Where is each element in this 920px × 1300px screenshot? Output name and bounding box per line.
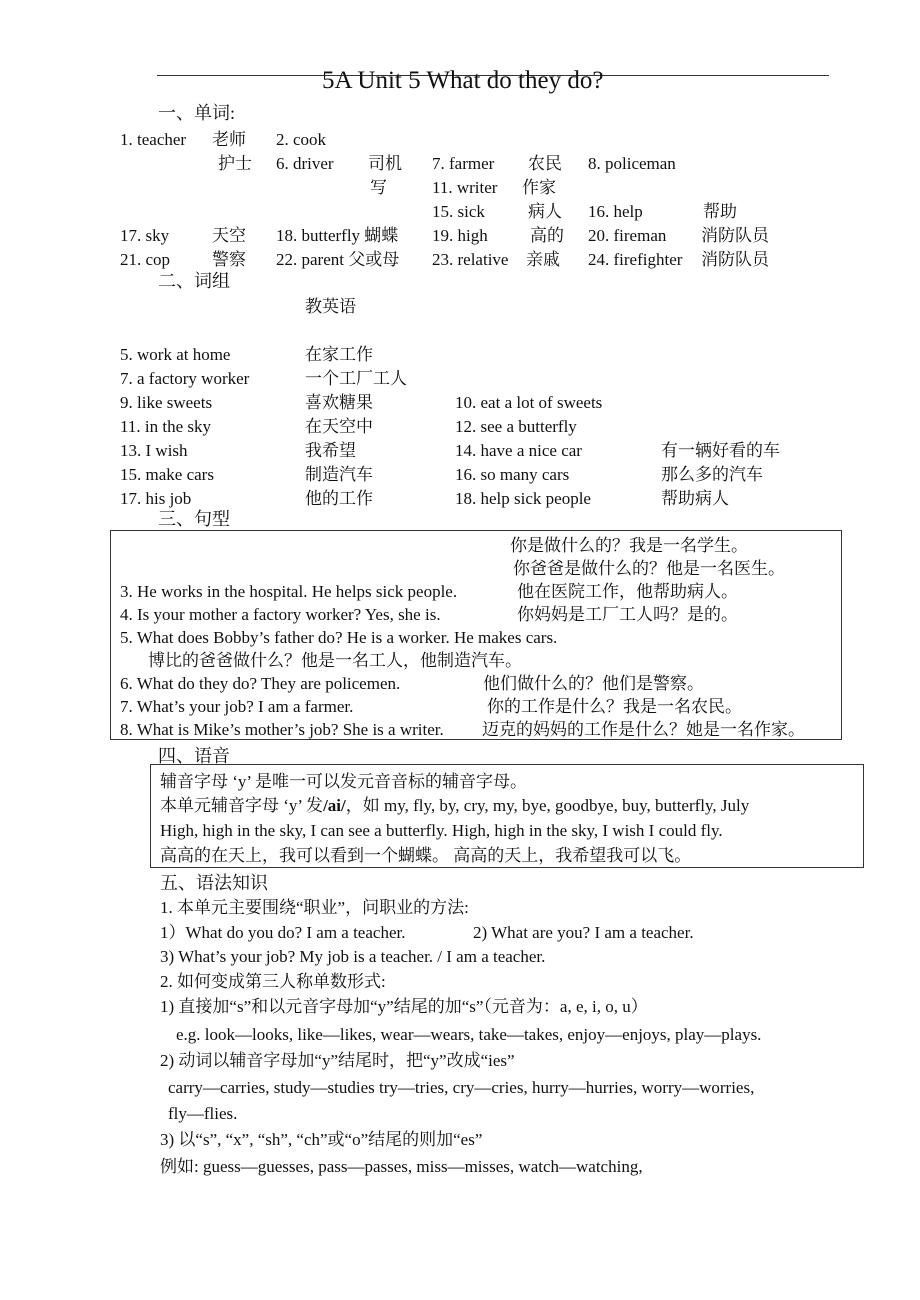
sentence-english: 4. Is your mother a factory worker? Yes, she is. bbox=[120, 605, 441, 624]
sentence-translation: 他在医院工作，他帮助病人。 bbox=[517, 582, 738, 601]
vocab-meaning: 病人 bbox=[528, 202, 562, 221]
grammar-rule: 2) 动词以辅音字母加“y”结尾时，把“y”改成“ies” bbox=[160, 1051, 515, 1070]
phrase-meaning: 在家工作 bbox=[305, 345, 373, 364]
sentence-english: 3. He works in the hospital. He helps sick people. bbox=[120, 582, 458, 601]
grammar-example: 1）What do you do? I am a teacher. bbox=[160, 923, 406, 942]
phrase-meaning: 有一辆好看的车 bbox=[661, 441, 780, 460]
sentence-english: 8. What is Mike’s mother’s job? She is a writer. bbox=[120, 720, 444, 739]
section-heading-phrases: 二、词组 bbox=[158, 271, 230, 291]
phrase-item: 12. see a butterfly bbox=[455, 417, 577, 436]
vocab-item: 21. cop bbox=[120, 250, 171, 269]
vocab-meaning: 农民 bbox=[528, 154, 562, 173]
vocab-item: 22. parent 父或母 bbox=[276, 250, 400, 269]
phrase-meaning: 帮助病人 bbox=[661, 489, 729, 508]
vocab-item: 15. sick bbox=[432, 202, 485, 221]
phrase-item: 15. make cars bbox=[120, 465, 214, 484]
phrase-item: 5. work at home bbox=[120, 345, 231, 364]
section-heading-grammar: 五、语法知识 bbox=[160, 873, 268, 893]
sentence-translation: 博比的爸爸做什么？他是一名工人，他制造汽车。 bbox=[148, 651, 522, 670]
sentence-translation: 迈克的妈妈的工作是什么？她是一名作家。 bbox=[482, 720, 805, 739]
vocab-meaning: 亲戚 bbox=[526, 250, 560, 269]
phrase-item: 18. help sick people bbox=[455, 489, 591, 508]
grammar-example: carry—carries, study—studies try—tries, cry—cries, hurry—hurries, worry—worries, bbox=[168, 1078, 755, 1097]
vocab-meaning: 消防队员 bbox=[701, 226, 769, 245]
phrase-meaning: 他的工作 bbox=[305, 489, 373, 508]
vocab-item: 18. butterfly 蝴蝶 bbox=[276, 226, 399, 245]
vocab-item: 8. policeman bbox=[588, 154, 676, 173]
vocab-item: 6. driver bbox=[276, 154, 334, 173]
vocab-item: 11. writer bbox=[432, 178, 498, 197]
vocab-item: 20. fireman bbox=[588, 226, 667, 245]
grammar-point: 2. 如何变成第三人称单数形式: bbox=[160, 972, 386, 991]
sentence-translation: 你爸爸是做什么的？他是一名医生。 bbox=[513, 559, 785, 578]
sentence-translation: 你妈妈是工厂工人吗？是的。 bbox=[517, 605, 738, 624]
vocab-meaning: 作家 bbox=[522, 178, 556, 197]
vocab-meaning: 帮助 bbox=[703, 202, 737, 221]
grammar-rule: 3) 以“s”, “x”, “sh”, “ch”或“o”结尾的则加“es” bbox=[160, 1130, 483, 1149]
phrase-item: 9. like sweets bbox=[120, 393, 213, 412]
vocab-item: 19. high bbox=[432, 226, 488, 245]
grammar-example: e.g. look—looks, like—likes, wear—wears, take—takes, enjoy—enjoys, play—plays. bbox=[176, 1025, 762, 1044]
phrase-meaning: 我希望 bbox=[305, 441, 356, 460]
vocab-meaning: 写 bbox=[370, 178, 387, 197]
phrase-meaning: 在天空中 bbox=[305, 417, 373, 436]
grammar-example: 2) What are you? I am a teacher. bbox=[473, 923, 694, 942]
grammar-example: fly—flies. bbox=[168, 1104, 238, 1123]
phonics-sound: /ai/ bbox=[323, 796, 346, 815]
phrase-meaning: 教英语 bbox=[305, 297, 356, 316]
grammar-point: 1. 本单元主要围绕“职业”，问职业的方法: bbox=[160, 898, 469, 917]
phrase-item: 13. I wish bbox=[120, 441, 188, 460]
section-heading-vocab: 一、单词: bbox=[158, 103, 236, 123]
sentence-translation: 你的工作是什么？我是一名农民。 bbox=[487, 697, 742, 716]
vocab-item: 2. cook bbox=[276, 130, 327, 149]
vocab-item: 23. relative bbox=[432, 250, 509, 269]
phrase-item: 14. have a nice car bbox=[455, 441, 582, 460]
grammar-example: 例如: guess—guesses, pass—passes, miss—misses, watch—watching, bbox=[160, 1157, 643, 1176]
phrase-meaning: 制造汽车 bbox=[305, 465, 373, 484]
vocab-meaning: 老师 bbox=[212, 130, 246, 149]
sentence-english: 7. What’s your job? I am a farmer. bbox=[120, 697, 354, 716]
phrase-meaning: 那么多的汽车 bbox=[661, 465, 763, 484]
sentence-translation: 他们做什么的？他们是警察。 bbox=[483, 674, 704, 693]
phrase-item: 7. a factory worker bbox=[120, 369, 250, 388]
phonics-line-examples: ，如 my, fly, by, cry, my, bye, goodbye, buy, butterfly, July bbox=[345, 796, 750, 815]
phonics-line: 辅音字母 ‘y’ 是唯一可以发元音音标的辅音字母。 bbox=[160, 772, 528, 791]
grammar-rule: 1) 直接加“s”和以元音字母加“y”结尾的加“s”（元音为：a, e, i, o, u） bbox=[160, 997, 648, 1016]
vocab-item: 16. help bbox=[588, 202, 643, 221]
vocab-meaning: 司机 bbox=[368, 154, 402, 173]
vocab-item: 17. sky bbox=[120, 226, 170, 245]
vocab-meaning: 高的 bbox=[530, 226, 564, 245]
section-heading-phonics: 四、语音 bbox=[158, 746, 230, 766]
vocab-item: 1. teacher bbox=[120, 130, 187, 149]
section-heading-sentences: 三、句型 bbox=[158, 509, 230, 529]
phrase-item: 11. in the sky bbox=[120, 417, 211, 436]
vocab-meaning: 消防队员 bbox=[701, 250, 769, 269]
vocab-item: 7. farmer bbox=[432, 154, 495, 173]
sentence-english: 5. What does Bobby’s father do? He is a worker. He makes cars. bbox=[120, 628, 558, 647]
vocab-meaning: 护士 bbox=[218, 154, 252, 173]
phrase-item: 16. so many cars bbox=[455, 465, 570, 484]
phonics-rhyme: High, high in the sky, I can see a butterfly. High, high in the sky, I wish I could fly. bbox=[160, 821, 723, 840]
vocab-item: 24. firefighter bbox=[588, 250, 683, 269]
vocab-meaning: 天空 bbox=[212, 226, 246, 245]
sentence-english: 6. What do they do? They are policemen. bbox=[120, 674, 401, 693]
phrase-meaning: 一个工厂工人 bbox=[305, 369, 407, 388]
grammar-example: 3) What’s your job? My job is a teacher. / I am a teacher. bbox=[160, 947, 546, 966]
phonics-line bbox=[160, 795, 749, 817]
phrase-item: 17. his job bbox=[120, 489, 192, 508]
phonics-line-prefix: 本单元辅音字母 ‘y’ 发 bbox=[160, 796, 324, 815]
vocab-meaning: 警察 bbox=[212, 250, 246, 269]
phonics-rhyme-translation: 高高的在天上，我可以看到一个蝴蝶。 高高的天上，我希望我可以飞。 bbox=[160, 846, 692, 865]
page-title: 5A Unit 5 What do they do? bbox=[322, 67, 604, 94]
phrase-meaning: 喜欢糖果 bbox=[305, 393, 373, 412]
sentence-translation: 你是做什么的？我是一名学生。 bbox=[510, 536, 748, 555]
phrase-item: 10. eat a lot of sweets bbox=[455, 393, 603, 412]
